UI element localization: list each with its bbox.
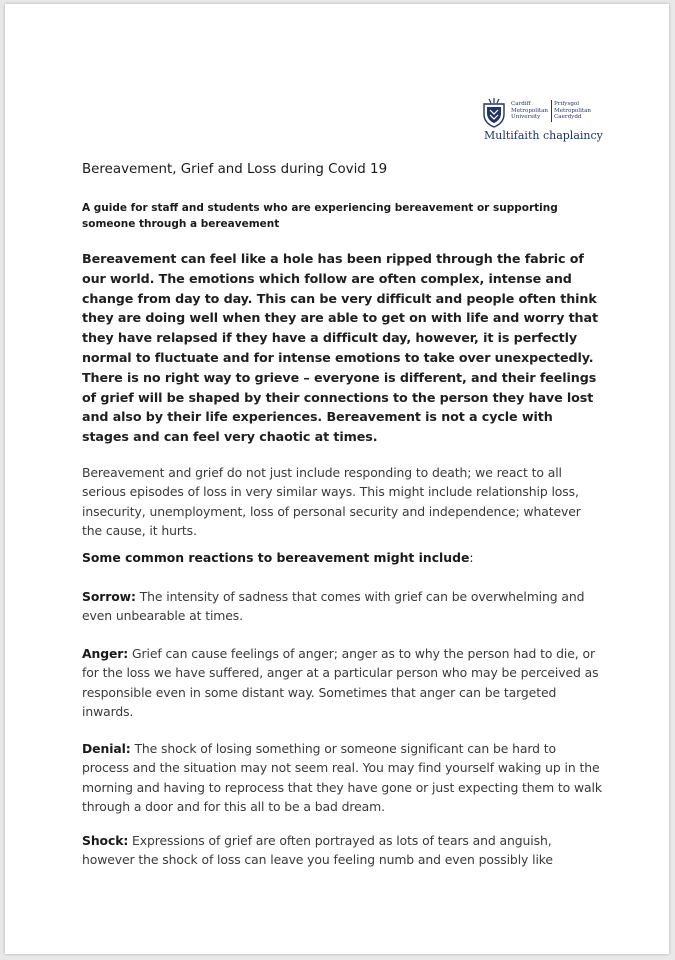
reaction-term: Shock: [82,833,129,848]
reaction-text: Expressions of grief are often portrayed as lots of tears and anguish, however the shock of loss can leave you feeling numb and even possibly like [82,833,553,868]
university-name-english: Cardiff Metropolitan University [511,101,549,121]
document-page [5,4,669,954]
document-title: Bereavement, Grief and Loss during Covid 19 [82,162,388,177]
reaction-text: The intensity of sadness that comes with grief can be overwhelming and even unbearable at times. [82,589,585,624]
reaction-item-sorrow [82,587,602,626]
reaction-term: Denial: [82,741,131,756]
reactions-heading-text: Some common reactions to bereavement might include [82,550,470,565]
reactions-heading-colon: : [469,550,474,565]
intro-paragraph: Bereavement can feel like a hole has been ripped through the fabric of our world. The emotions which follow are often complex, intense and change from day to day. This can be very difficult and people often think they are doing well when they are able to get on with life and worry that they have relapsed if they have a difficult day, however, it is perfectly normal to fluctuate and for intense emotions to take over unexpectedly. There is no right way to grieve – everyone is different, and their feelings of grief will be shaped by their connections to the person they have lost and also by their life experiences. Bereavement is not a cycle with stages and can feel very chaotic at times. [82,251,598,445]
reaction-term: Anger: [82,646,129,661]
logo-divider [551,100,552,122]
reaction-term: Sorrow: [82,589,136,604]
reaction-text: The shock of losing something or someone significant can be hard to process and the situation may not seem real. You may find yourself waking up in the morning and having to reprocess that they have gone or just expecting them to walk through a door and for this all to be a bad dream. [82,741,602,815]
reaction-item-shock [82,831,602,870]
reactions-heading [82,550,602,565]
crest-icon [481,98,507,128]
reaction-text: Grief can cause feelings of anger; anger as to why the person had to die, or for the loss we have suffered, anger at a particular person who may be perceived as responsible even in some distant way. Sometimes that anger can be targeted inwards. [82,646,599,720]
document-subtitle: A guide for staff and students who are experiencing bereavement or supporting someone through a bereavement [82,202,558,230]
university-name-welsh: Prifysgol Metropolitan Caerdydd [554,101,592,121]
department-name: Multifaith chaplaincy [484,129,603,142]
reaction-item-anger [82,644,602,722]
reaction-item-denial [82,739,602,817]
university-logo [481,96,601,152]
body-paragraph: Bereavement and grief do not just include responding to death; we react to all serious episodes of loss in very similar ways. This might include relationship loss, insecurity, unemployment, loss of personal security and independence; whatever the cause, it hurts. [82,465,581,539]
